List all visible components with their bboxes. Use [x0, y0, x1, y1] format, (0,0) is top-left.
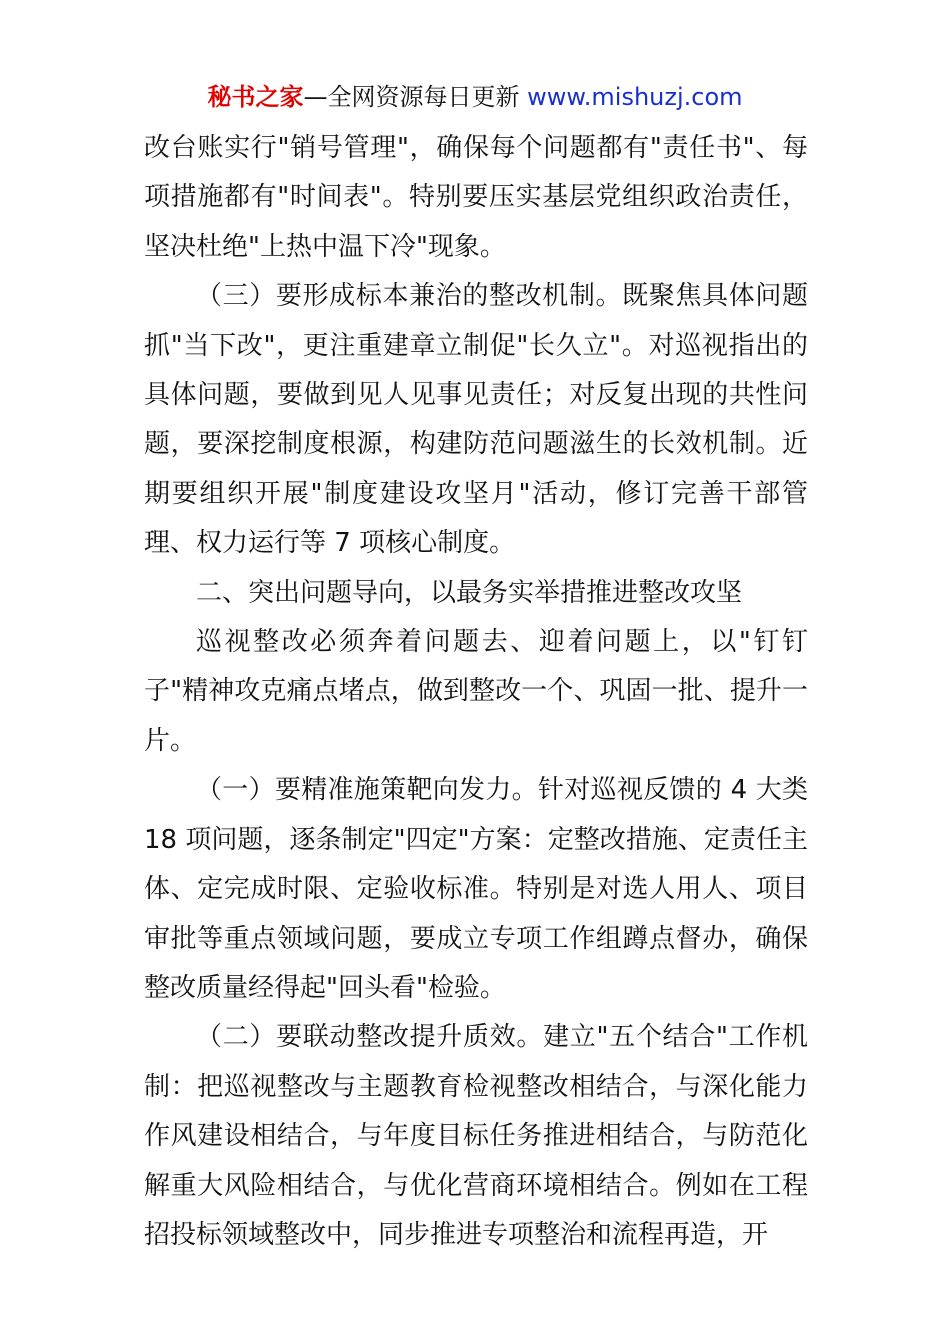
- paragraph-continued: 改台账实行"销号管理"，确保每个问题都有"责任书"、每项措施都有"时间表"。特别要压实基层党组织政治责任，坚决杜绝"上热中温下冷"现象。: [144, 133, 808, 262]
- site-tagline: —全网资源每日更新: [303, 83, 528, 111]
- site-brand: 秘书之家: [207, 83, 304, 111]
- document-body: [144, 124, 808, 1260]
- site-url: www.mishuzj.com: [527, 83, 743, 111]
- paragraph-section-2-intro: 巡视整改必须奔着问题去、迎着问题上，以"钉钉子"精神攻克痛点堵点，做到整改一个、巩固一批、提升一片。: [144, 627, 808, 756]
- paragraph-subsection-2: （二）要联动整改提升质效。建立"五个结合"工作机制：把巡视整改与主题教育检视整改相结合，与深化能力作风建设相结合，与年度目标任务推进相结合，与防范化解重大风险相结合，与优化营商环境相结合。例如在工程招投标领域整改中，同步推进专项整治和流程再造，开: [144, 1022, 808, 1250]
- page-header: [0, 80, 950, 114]
- paragraph-subsection-1: （一）要精准施策靶向发力。针对巡视反馈的 4 大类 18 项问题，逐条制定"四定"方案：定整改措施、定责任主体、定完成时限、定验收标准。特别是对选人用人、项目审批等重点领域问题，要成立专项工作组蹲点督办，确保整改质量经得起"回头看"检验。: [144, 775, 808, 1003]
- paragraph-section-3: （三）要形成标本兼治的整改机制。既聚焦具体问题抓"当下改"，更注重建章立制促"长久立"。对巡视指出的具体问题，要做到见人见事见责任；对反复出现的共性问题，要深挖制度根源，构建防范问题滋生的长效机制。近期要组织开展"制度建设攻坚月"活动，修订完善干部管理、权力运行等 7 项核心制度。: [144, 281, 808, 559]
- section-heading-2: 二、突出问题导向，以最务实举措推进整改攻坚: [196, 577, 743, 608]
